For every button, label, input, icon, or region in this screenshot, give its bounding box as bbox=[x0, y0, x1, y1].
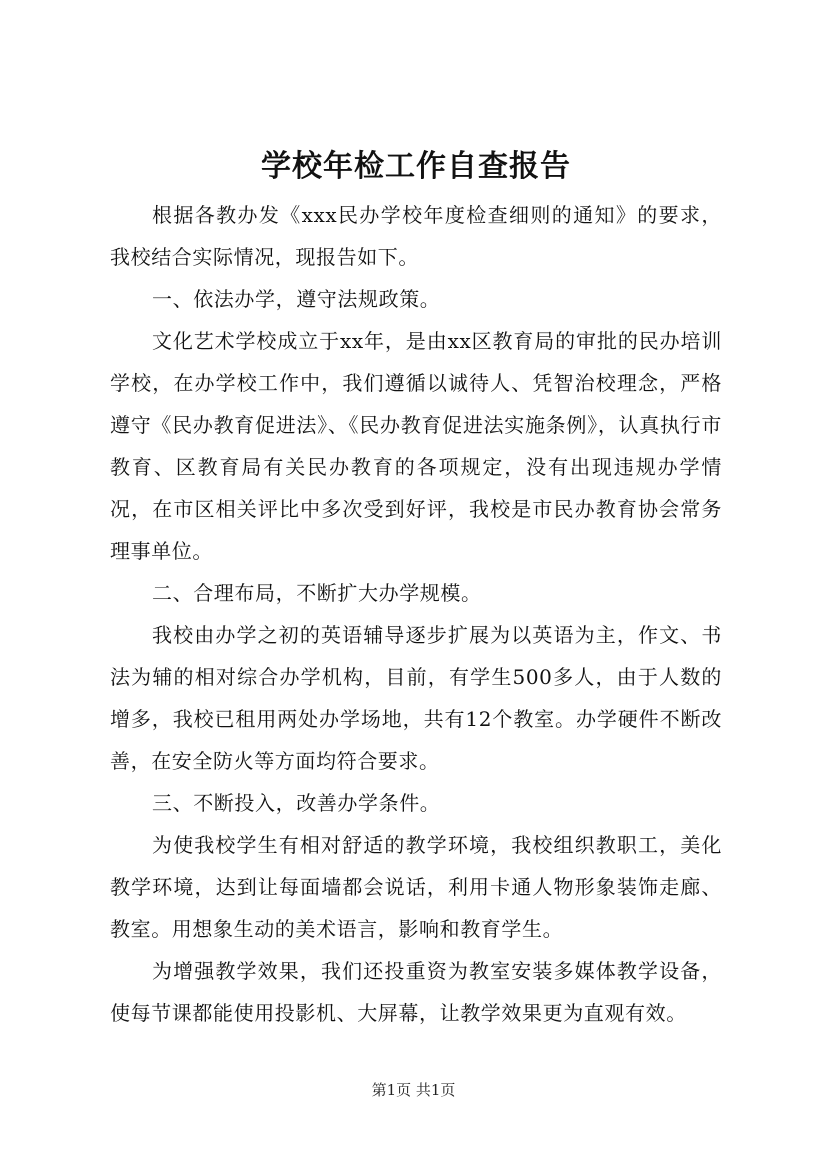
section-heading-3: 三、不断投入，改善办学条件。 bbox=[152, 791, 441, 815]
document-page bbox=[110, 140, 722, 1034]
section-heading-2: 二、合理布局，不断扩大办学规模。 bbox=[152, 581, 482, 605]
paragraph-section-1: 文化艺术学校成立于xx年，是由xx区教育局的审批的民办培训学校，在办学校工作中，我们遵循以诚待人、凭智治校理念，严格遵守《民办教育促进法》、《民办教育促进法实施条例》，认真执行市教育、区教育局有关民办教育的各项规定，没有出现违规办学情况，在市区相关评比中多次受到好评，我校是市民办教育协会常务理事单位。 bbox=[110, 329, 722, 563]
paragraph-section-3a: 为使我校学生有相对舒适的教学环境，我校组织教职工，美化教学环境，达到让每面墙都会说话，利用卡通人物形象装饰走廊、教室。用想象生动的美术语言，影响和教育学生。 bbox=[110, 833, 722, 941]
paragraph-section-2: 我校由办学之初的英语辅导逐步扩展为以英语为主，作文、书法为辅的相对综合办学机构，目前，有学生500多人，由于人数的增多，我校已租用两处办学场地，共有12个教室。办学硬件不断改善，在安全防火等方面均符合要求。 bbox=[110, 623, 722, 773]
page-footer: 第1页 共1页 bbox=[371, 1081, 456, 1099]
section-heading-1: 一、依法办学，遵守法规政策。 bbox=[152, 287, 441, 311]
document-title: 学校年检工作自查报告 bbox=[261, 149, 571, 184]
paragraph-intro: 根据各教办发《xxx民办学校年度检查细则的通知》的要求，我校结合实际情况，现报告如下。 bbox=[110, 203, 722, 269]
paragraph-section-3b: 为增强教学效果，我们还投重资为教室安装多媒体教学设备，使每节课都能使用投影机、大屏幕，让教学效果更为直观有效。 bbox=[110, 959, 722, 1025]
